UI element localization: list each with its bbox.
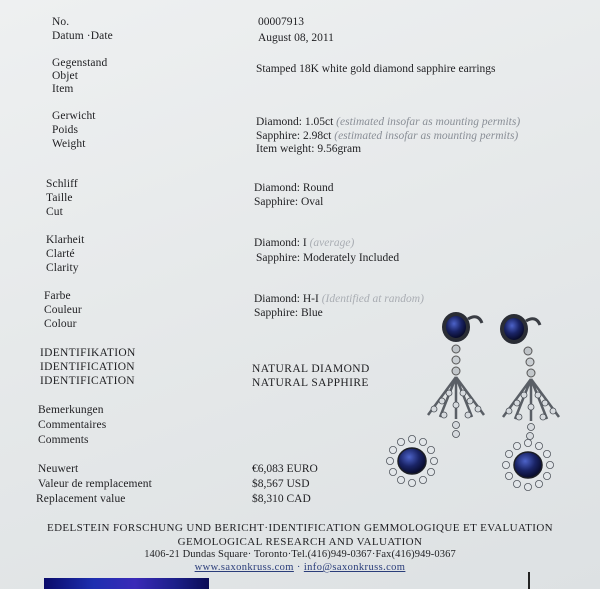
weight-sapphire <box>256 130 518 143</box>
identification-diamond: NATURAL DIAMOND <box>252 363 370 375</box>
footer-address: 1406-21 Dundas Square· Toronto·Tel.(416)949-0367·Fax(416)949-0367 <box>144 549 456 560</box>
clarity-label-de: Klarheit <box>46 234 85 246</box>
colour-label-en: Colour <box>44 318 77 330</box>
weight-item: Item weight: 9.56gram <box>256 143 362 155</box>
clarity-diamond <box>254 237 354 250</box>
footer-tagline: GEMOLOGICAL RESEARCH AND VALUATION <box>177 536 423 548</box>
cut-diamond: Diamond: Round <box>254 182 334 194</box>
identification-label-de: IDENTIFIKATION <box>40 347 136 359</box>
comments-label-fr: Commentaires <box>38 419 107 431</box>
clarity-sapphire: Sapphire: Moderately Included <box>256 252 400 264</box>
item-value: Stamped 18K white gold diamond sapphire earrings <box>256 63 496 75</box>
identification-label-en: IDENTIFICATION <box>40 375 135 387</box>
weight-diamond-value: Diamond: 1.05ct <box>256 116 334 128</box>
right-earring <box>500 314 559 491</box>
footer-web-line: www.saxonkruss.com · info@saxonkruss.com <box>194 562 406 573</box>
colour-label-de: Farbe <box>44 290 71 302</box>
value-label-fr: Valeur de remplacement <box>38 478 152 490</box>
identification-label-fr: IDENTIFICATION <box>40 361 135 373</box>
item-label-en: Item <box>52 83 74 95</box>
comments-label-en: Comments <box>38 434 89 446</box>
footer-email-link[interactable]: info@saxonkruss.com <box>303 562 406 573</box>
value-cad: $8,310 CAD <box>252 493 311 505</box>
weight-label-en: Weight <box>52 138 86 150</box>
weight-sapphire-value: Sapphire: 2.98ct <box>256 130 332 142</box>
number-value: 00007913 <box>258 16 304 28</box>
date-label: Datum ·Date <box>52 30 113 42</box>
earring-photo <box>378 305 588 505</box>
clarity-diamond-value: Diamond: I <box>254 237 307 249</box>
footer-website-link[interactable]: www.saxonkruss.com <box>194 562 294 573</box>
comments-label-de: Bemerkungen <box>38 404 104 416</box>
value-label-en: Replacement value <box>36 493 126 505</box>
weight-sapphire-note: (estimated insofar as mounting permits) <box>334 130 519 142</box>
item-label-de: Gegenstand <box>52 57 108 69</box>
identification-sapphire: NATURAL SAPPHIRE <box>252 377 369 389</box>
left-earring <box>386 312 484 487</box>
date-value: August 08, 2011 <box>258 32 334 44</box>
colour-diamond-note: (Identified at random) <box>321 293 424 305</box>
cut-sapphire: Sapphire: Oval <box>254 196 324 208</box>
cut-label-en: Cut <box>46 206 63 218</box>
cut-label-fr: Taille <box>46 192 73 204</box>
footer-company-line: EDELSTEIN FORSCHUNG UND BERICHT·IDENTIFICATION GEMMOLOGIQUE ET EVALUATION <box>46 522 554 534</box>
weight-label-de: Gerwicht <box>52 110 96 122</box>
clarity-label-en: Clarity <box>46 262 79 274</box>
weight-diamond <box>256 116 520 129</box>
clarity-diamond-note: (average) <box>309 237 355 249</box>
weight-diamond-note: (estimated insofar as mounting permits) <box>336 116 521 128</box>
colour-diamond-value: Diamond: H-I <box>254 293 319 305</box>
value-usd: $8,567 USD <box>252 478 310 490</box>
value-label-de: Neuwert <box>38 463 79 475</box>
value-euro: €6,083 EURO <box>252 463 318 475</box>
number-label: No. <box>52 16 70 28</box>
colour-label-fr: Couleur <box>44 304 82 316</box>
clarity-label-fr: Clarté <box>46 248 75 260</box>
signature-mark <box>528 572 530 589</box>
weight-label-fr: Poids <box>52 124 79 136</box>
colour-sapphire: Sapphire: Blue <box>254 307 323 319</box>
item-label-fr: Objet <box>52 70 79 82</box>
cut-label-de: Schliff <box>46 178 78 190</box>
hologram-seal <box>44 578 209 589</box>
